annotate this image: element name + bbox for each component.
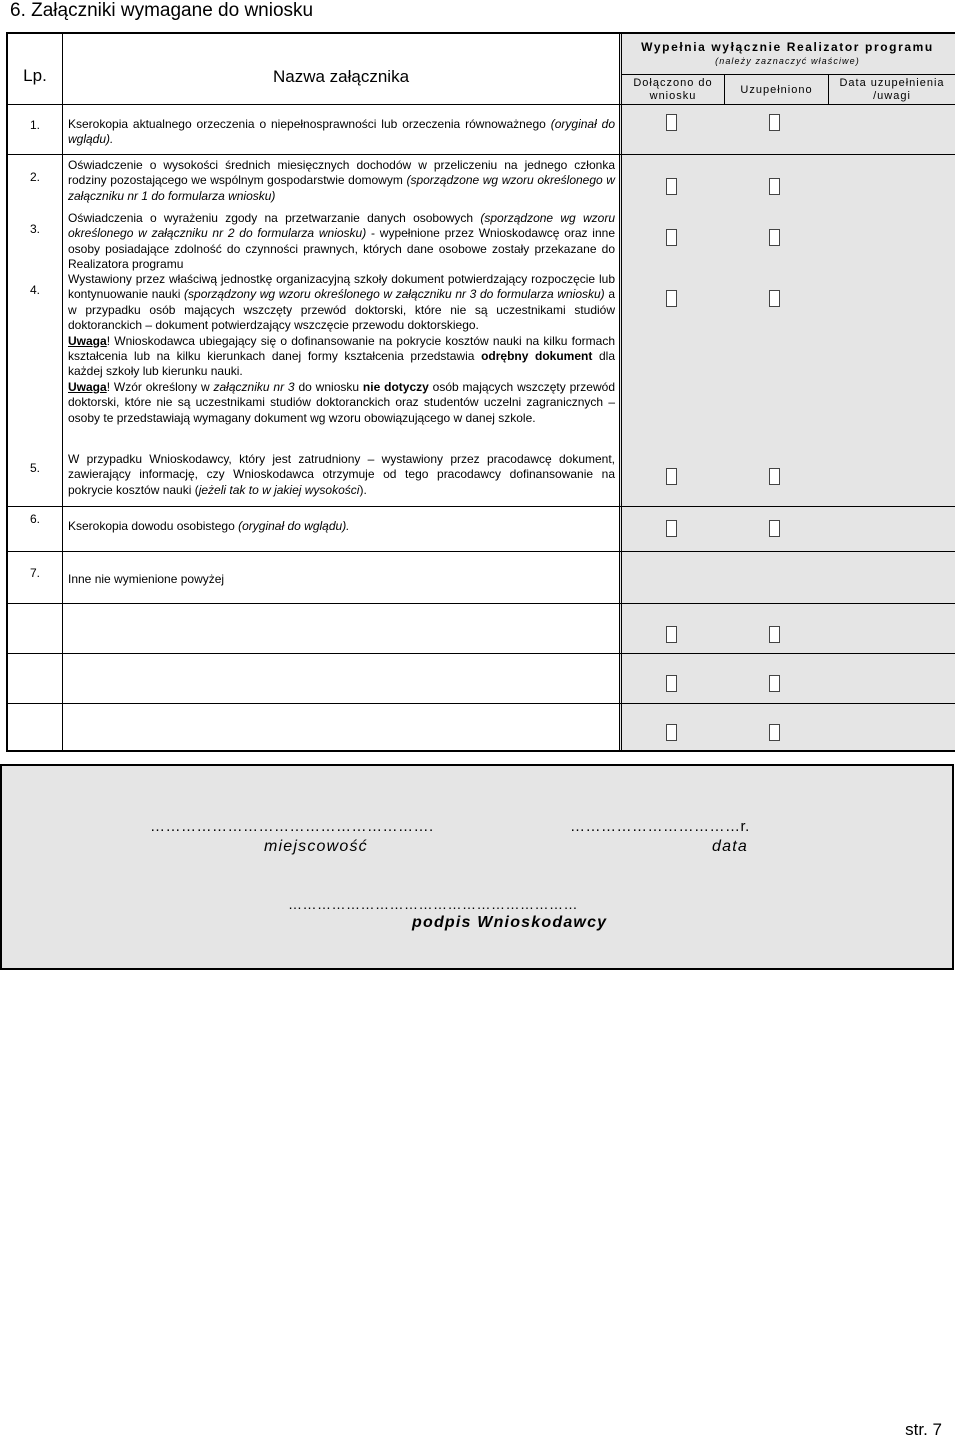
row-3-completed-checkbox[interactable] [769,229,780,246]
row-2-completed-checkbox[interactable] [769,178,780,195]
header-attached: Dołączono do wniosku [633,77,713,102]
row-5-lp: 5. [29,461,40,475]
extra-2-attached-checkbox[interactable] [666,675,677,692]
extra-3-completed-checkbox[interactable] [769,724,780,741]
header-completed: Uzupełniono [740,84,813,96]
row-2-attached-checkbox[interactable] [666,178,677,195]
header-name: Nazwa załącznika [272,67,410,86]
extra-1-completed-checkbox[interactable] [769,626,780,643]
date-dots: ……………………………r. [570,818,750,835]
date-label: data [712,838,748,855]
header-realizator-note: (należy zaznaczyć właściwe) [715,56,860,66]
header-date: Data uzupełnienia /uwagi [839,77,945,102]
row-6-text: Kserokopia dowodu osobistego (oryginał do wglądu). [68,519,350,533]
row-1-lp: 1. [29,118,40,132]
row-1-attached-checkbox[interactable] [666,114,677,131]
row-5-completed-checkbox[interactable] [769,468,780,485]
row-7-lp: 7. [29,566,40,580]
row-3-attached-checkbox[interactable] [666,229,677,246]
extra-1-attached-checkbox[interactable] [666,626,677,643]
row-6-lp: 6. [29,512,40,526]
row-7-text: Inne nie wymienione powyżej [68,572,225,586]
section-title: 6. Załączniki wymagane do wniosku [10,0,314,21]
signature-label: podpis Wnioskodawcy [412,914,608,931]
row-3-text: Oświadczenia o wyrażeniu zgody na przetwarzanie danych osobowych (sporządzone wg wzoru określonego w załączniku nr 2 do formularza wniosku) - wypełnione przez Wnioskodawcę oraz inne osoby posiadające zdolność do czynności prawnych, których dane osobowe zostały przekazane do Realizatora programu [68,211,615,272]
row-2-lp: 2. [29,170,40,184]
row-6-attached-checkbox[interactable] [666,520,677,537]
header-realizator: Wypełnia wyłącznie Realizator programu [641,40,934,54]
row-3-lp: 3. [29,222,40,236]
page-number: str. 7 [905,1420,942,1439]
row-4-lp: 4. [29,283,40,297]
attachments-table [6,32,955,752]
signature-box [0,764,954,970]
row-5-attached-checkbox[interactable] [666,468,677,485]
signature-dots: …………………………………………………… [288,896,578,912]
row-2-text: Oświadczenie o wysokości średnich miesięcznych dochodów w przeliczeniu na jednego członka rodziny pozostającego we wspólnym gospodarstwie domowym (sporządzone wg wzoru określonego w załączniku nr 1 do formularza wniosku) [68,158,615,203]
row-1-text: Kserokopia aktualnego orzeczenia o niepełnosprawności lub orzeczenia równoważnego (oryginał do wglądu). [68,117,615,147]
extra-2-completed-checkbox[interactable] [769,675,780,692]
row-4-text: Wystawiony przez właściwą jednostkę organizacyjną szkoły dokument potwierdzający rozpoczęcie lub kontynuowanie nauki (sporządzony wg wzoru określonego w załączniku nr 3 do formularza wniosku) a w przypadku osób mających wszczęty przewód doktorski, które nie są uczestnikami studiów doktoranckich – dokument potwierdzający wszczęcie przewodu doktorskiego. Uwaga! Wnioskodawca ubiegający się o dofinansowanie na pokrycie kosztów nauki na kilku formach kształcenia lub na kilku kierunkach danej formy kształcenia przedstawia odrębny dokument dla każdej szkoły lub kierunku nauki. Uwaga! Wzór określony w załączniku nr 3 do wniosku nie dotyczy osób mających wszczęty przewód doktorski, które nie są uczestnikami studiów doktoranckich oraz studentów uczelni zagranicznych – osoby te przedstawiają wymagany dokument wg wzoru obowiązującego w danej szkole. [68,272,615,425]
row-5-text: W przypadku Wnioskodawcy, który jest zatrudniony – wystawiony przez pracodawcę dokument, zawierający informację, czy Wnioskodawca otrzymuje od tego pracodawcy dofinansowanie na pokrycie kosztów nauki (jeżeli tak to w jakiej wysokości). [68,452,615,497]
place-label: miejscowość [264,838,368,855]
header-lp: Lp. [23,66,47,85]
row-6-completed-checkbox[interactable] [769,520,780,537]
row-4-completed-checkbox[interactable] [769,290,780,307]
extra-3-attached-checkbox[interactable] [666,724,677,741]
place-dots: ………………………………………………. [150,818,434,835]
row-4-attached-checkbox[interactable] [666,290,677,307]
row-1-completed-checkbox[interactable] [769,114,780,131]
